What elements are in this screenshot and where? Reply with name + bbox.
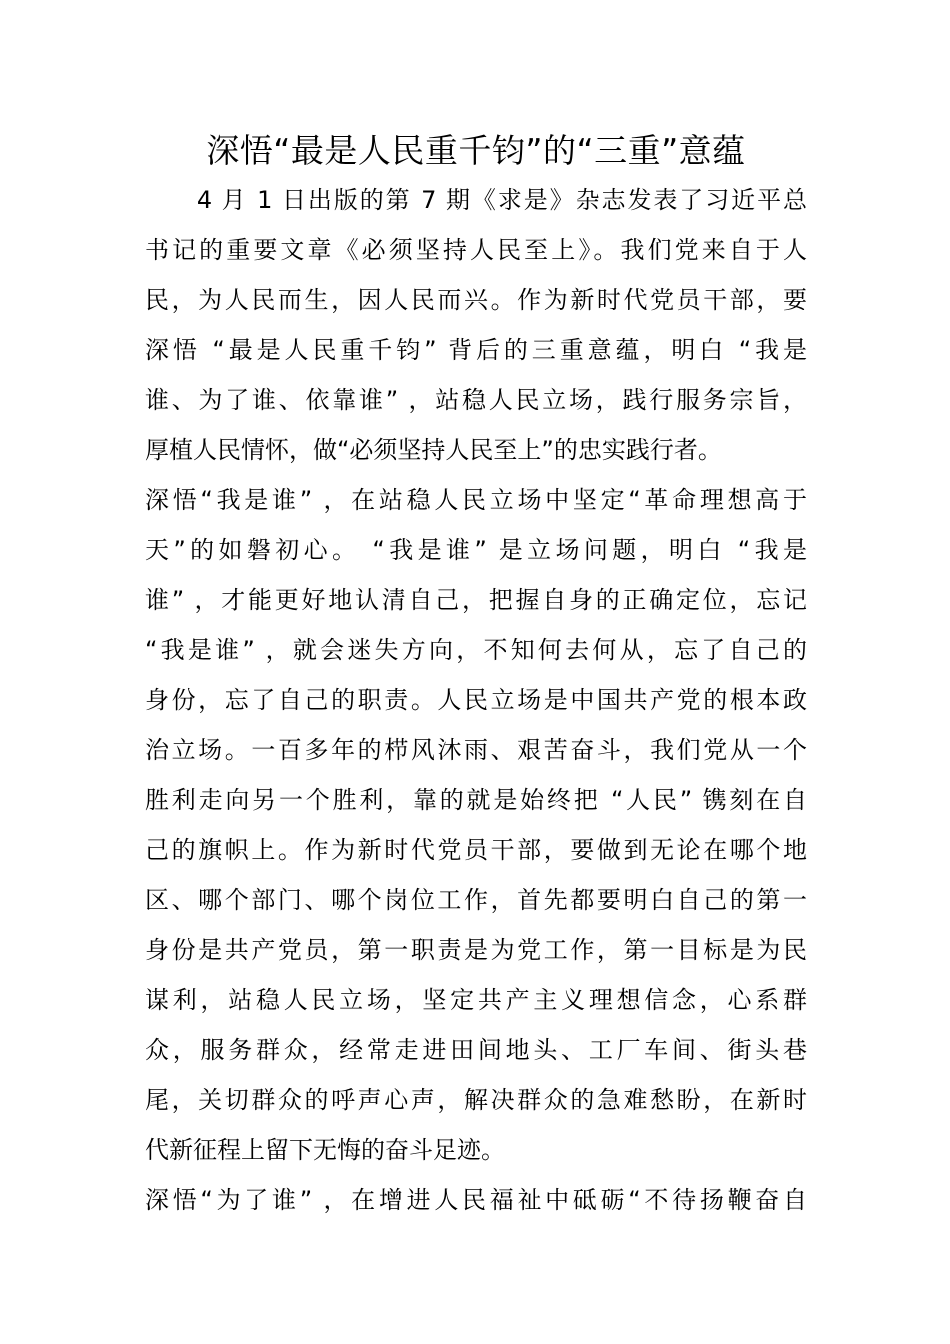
body-line: 深悟 “最是人民重千钧” 背后的三重意蕴，明白 “我是 (145, 336, 807, 364)
body-line: 书记的重要文章《必须坚持人民至上》。我们党来自于人 (145, 236, 807, 264)
body-line: 谁、为了谁、依靠谁” ，站稳人民立场，践行服务宗旨， (145, 386, 807, 414)
body-line: 己的旗帜上。作为新时代党员干部，要做到无论在哪个地 (145, 836, 807, 864)
body-line: 代新征程上留下无悔的奋斗足迹。 (145, 1136, 505, 1164)
body-line: 众，服务群众，经常走进田间地头、工厂车间、街头巷 (145, 1036, 807, 1064)
body-line: 厚植人民情怀，做“必须坚持人民至上”的忠实践行者。 (145, 436, 722, 464)
body-line: 身份，忘了自己的职责。人民立场是中国共产党的根本政 (145, 686, 807, 714)
document-title: 深悟“最是人民重千钧”的“三重”意蕴 (206, 131, 746, 170)
body-line: 谁” ，才能更好地认清自己，把握自身的正确定位，忘记 (145, 586, 807, 614)
body-line: 谋利，站稳人民立场，坚定共产主义理想信念，心系群 (145, 986, 807, 1014)
body-line: 治立场。一百多年的栉风沐雨、艰苦奋斗，我们党从一个 (145, 736, 807, 764)
body-line: 身份是共产党员，第一职责是为党工作，第一目标是为民 (145, 936, 807, 964)
body-line: 尾，关切群众的呼声心声，解决群众的急难愁盼，在新时 (145, 1086, 807, 1114)
body-line: 深悟“我是谁” ，在站稳人民立场中坚定“革命理想高于 (145, 486, 807, 514)
body-line: 民，为人民而生，因人民而兴。作为新时代党员干部，要 (145, 286, 807, 314)
body-line: 胜利走向另一个胜利，靠的就是始终把 “人民” 镌刻在自 (145, 786, 807, 814)
body-line: 区、哪个部门、哪个岗位工作，首先都要明白自己的第一 (145, 886, 807, 914)
body-line: “我是谁” ，就会迷失方向，不知何去何从，忘了自己的 (145, 636, 807, 664)
body-line: 4 月 1 日出版的第 7 期《求是》杂志发表了习近平总 (145, 186, 807, 214)
body-line: 天”的如磐初心。 “我是谁” 是立场问题，明白 “我是 (145, 536, 807, 564)
body-line: 深悟“为了谁” ，在增进人民福祉中砥砺“不待扬鞭奋自 (145, 1186, 807, 1214)
